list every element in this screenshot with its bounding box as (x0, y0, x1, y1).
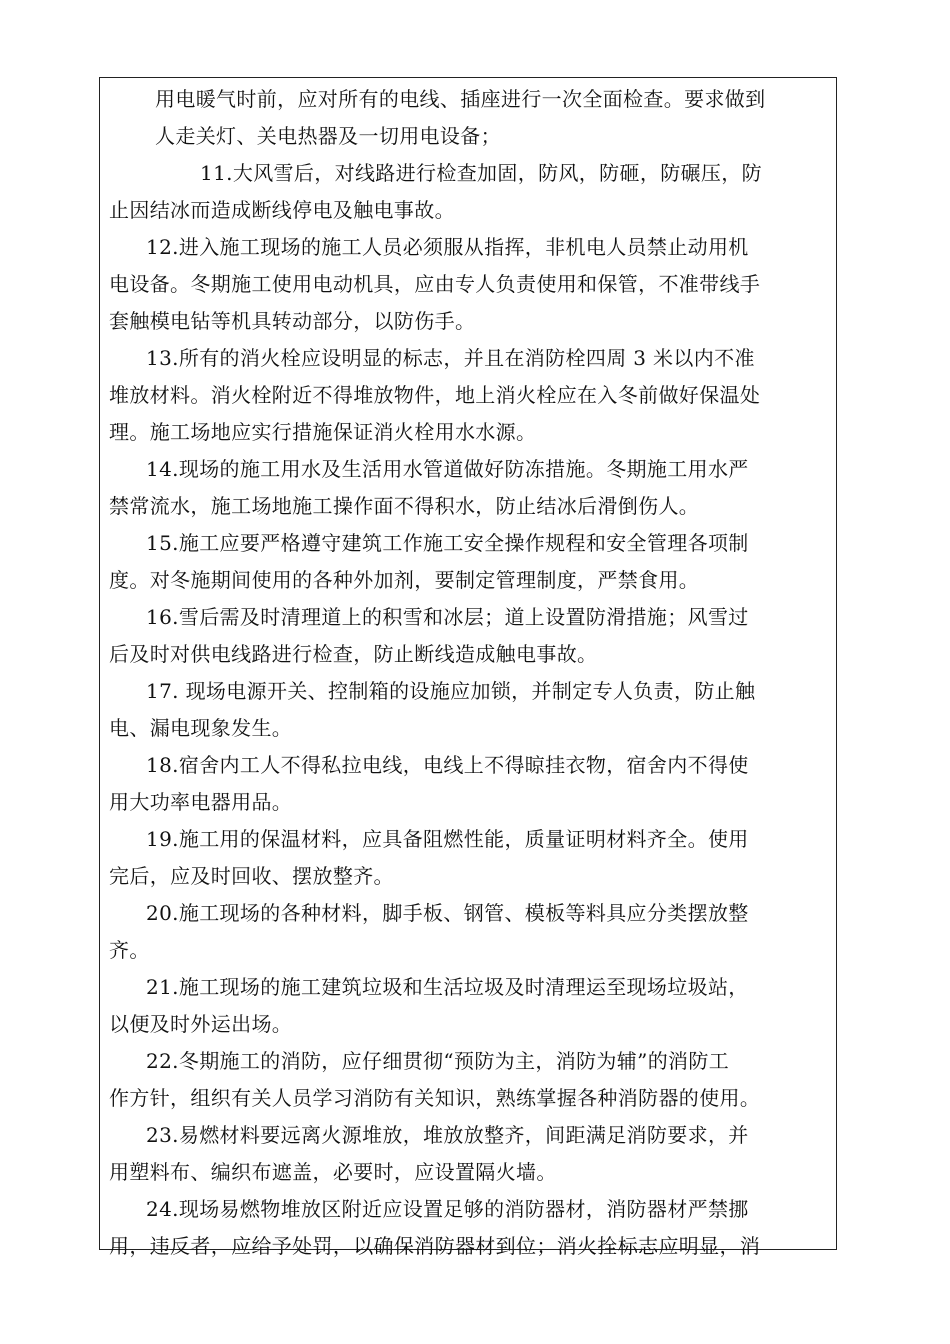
paragraph-line: 19.施工用的保温材料，应具备阻燃性能，质量证明材料齐全。使用 (146, 827, 749, 851)
paragraph-line: 止因结冰而造成断线停电及触电事故。 (109, 198, 455, 222)
paragraph-1 (100, 81, 766, 155)
paragraph-7 (100, 599, 749, 673)
paragraph-line: 用，违反者，应给予处罚，以确保消防器材到位；消火拴标志应明显，消 (109, 1234, 761, 1258)
paragraph-line: 用电暖气时前，应对所有的电线、插座进行一次全面检查。要求做到 (155, 87, 766, 111)
paragraph-line: 后及时对供电线路进行检查，防止断线造成触电事故。 (109, 642, 598, 666)
paragraph-line: 11.大风雪后，对线路进行检查加固，防风，防砸，防碾压，防 (200, 161, 762, 185)
paragraph-line: 套触模电钻等机具转动部分，以防伤手。 (109, 309, 476, 333)
paragraph-14 (100, 1117, 749, 1191)
paragraph-line: 电、漏电现象发生。 (109, 716, 293, 740)
paragraph-8 (100, 673, 755, 747)
paragraph-line: 12.进入施工现场的施工人员必须服从指挥，非机电人员禁止动用机 (146, 235, 749, 259)
paragraph-10 (100, 821, 749, 895)
paragraph-line: 电设备。冬期施工使用电动机具，应由专人负责使用和保管，不准带线手 (109, 272, 761, 296)
paragraph-line: 用塑料布、编织布遮盖，必要时，应设置隔火墙。 (109, 1160, 557, 1184)
paragraph-line: 禁常流水，施工场地施工操作面不得积水，防止结冰后滑倒伤人。 (109, 494, 700, 518)
paragraph-line: 作方针，组织有关人员学习消防有关知识，熟练掌握各种消防器的使用。 (109, 1086, 761, 1110)
paragraph-15 (100, 1191, 760, 1265)
paragraph-line: 齐。 (109, 938, 150, 962)
paragraph-13 (100, 1043, 760, 1117)
paragraph-6 (100, 525, 749, 599)
document-table-frame (99, 77, 837, 1258)
paragraph-line: 用大功率电器用品。 (109, 790, 293, 814)
paragraph-4 (100, 340, 760, 451)
paragraph-line: 24.现场易燃物堆放区附近应设置足够的消防器材，消防器材严禁挪 (146, 1197, 749, 1221)
paragraph-line: 16.雪后需及时清理道上的积雪和冰层；道上设置防滑措施；风雪过 (146, 605, 749, 629)
paragraph-line: 堆放材料。消火栓附近不得堆放物件，地上消火栓应在入冬前做好保温处 (109, 383, 761, 407)
paragraph-line: 22.冬期施工的消防，应仔细贯彻“预防为主，消防为辅”的消防工 (146, 1049, 730, 1073)
paragraph-line: 度。对冬施期间使用的各种外加剂，要制定管理制度，严禁食用。 (109, 568, 700, 592)
paragraph-line: 15.施工应要严格遵守建筑工作施工安全操作规程和安全管理各项制 (146, 531, 749, 555)
paragraph-line: 20.施工现场的各种材料，脚手板、钢管、模板等料具应分类摆放整 (146, 901, 749, 925)
paragraph-line: 21.施工现场的施工建筑垃圾和生活垃圾及时清理运至现场垃圾站， (146, 975, 749, 999)
paragraph-line: 14.现场的施工用水及生活用水管道做好防冻措施。冬期施工用水严 (146, 457, 749, 481)
paragraph-line: 17. 现场电源开关、控制箱的设施应加锁，并制定专人负责，防止触 (146, 679, 756, 703)
paragraph-9 (100, 747, 749, 821)
paragraph-11 (100, 895, 749, 969)
paragraph-5 (100, 451, 749, 525)
paragraph-line: 以便及时外运出场。 (109, 1012, 293, 1036)
paragraph-3 (100, 229, 760, 340)
paragraph-line: 理。施工场地应实行措施保证消火栓用水水源。 (109, 420, 537, 444)
paragraph-2 (100, 155, 762, 229)
paragraph-line: 23.易燃材料要远离火源堆放，堆放放整齐，间距满足消防要求，并 (146, 1123, 749, 1147)
paragraph-line: 完后，应及时回收、摆放整齐。 (109, 864, 394, 888)
paragraph-line: 人走关灯、关电热器及一切用电设备； (155, 124, 501, 148)
paragraph-line: 18.宿舍内工人不得私拉电线，电线上不得晾挂衣物，宿舍内不得使 (146, 753, 749, 777)
paragraph-12 (100, 969, 749, 1043)
paragraph-line: 13.所有的消火栓应设明显的标志，并且在消防栓四周 3 米以内不准 (146, 346, 755, 370)
